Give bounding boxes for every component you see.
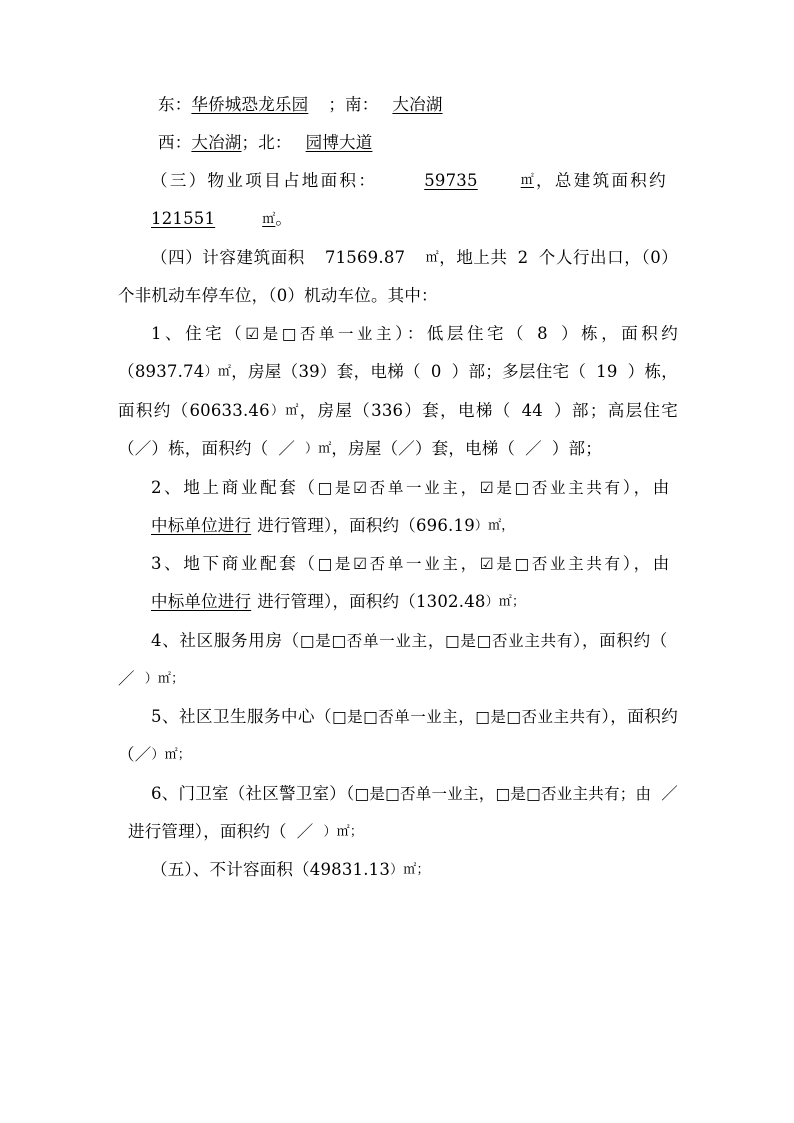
- east-value: 华侨城恐龙乐园: [191, 95, 309, 114]
- high-rise-elevators: ／: [525, 439, 542, 459]
- low-rise-buildings: 8: [537, 324, 548, 344]
- pedestrian-exit-count: 2: [517, 247, 529, 267]
- guard-room-unit: ）㎡；: [323, 823, 364, 839]
- checkbox-community-service-single-no[interactable]: □否单一业主: [331, 631, 428, 650]
- high-rise-label: 高层住宅（: [118, 400, 679, 459]
- item-five-prefix: （五）、不计容面积（: [151, 859, 310, 879]
- checkbox-community-service-single-yes[interactable]: □是: [299, 631, 332, 650]
- checkbox-health-center-single-no[interactable]: □否单一业主: [363, 708, 459, 727]
- paragraph-item-four: [118, 239, 678, 315]
- community-service-index: 4、: [151, 630, 180, 650]
- land-area-value: 59735: [424, 171, 478, 190]
- low-rise-elevators: 0: [430, 362, 442, 382]
- far-area-value: 71569.87: [324, 247, 406, 267]
- commercial-below-comma: ，: [460, 554, 480, 574]
- low-rise-area-unit: ）㎡: [204, 364, 232, 380]
- commercial-below-manager: 中标单位进行: [151, 592, 252, 612]
- checkbox-health-center-common-yes[interactable]: □是: [475, 708, 507, 727]
- item-four-prefix: （四）计容建筑面积: [151, 247, 305, 267]
- checkbox-guard-room-common-yes[interactable]: □是: [495, 784, 527, 803]
- guard-room-manage-text: 进行管理），面积约（: [128, 821, 287, 841]
- checkbox-health-center-single-yes[interactable]: □是: [331, 708, 364, 727]
- commercial-above-area: 696.19: [415, 515, 475, 535]
- health-center-area: ／: [134, 745, 152, 765]
- community-service-comma: ，: [427, 630, 446, 650]
- mid-rise-houses: 336: [371, 400, 404, 420]
- community-service-unit: ）㎡；: [144, 671, 185, 687]
- checkbox-commercial-above-common-no[interactable]: □否业主共有: [514, 478, 623, 497]
- mid-rise-elevators-unit: ）部；: [552, 400, 607, 420]
- low-rise-houses-label: ，房屋（: [231, 362, 299, 382]
- far-area-unit: ㎡: [425, 250, 440, 266]
- health-center-comma: ，: [458, 707, 476, 727]
- health-center-index: 5、: [151, 707, 179, 727]
- item-three-middle: ，总建筑面积约: [533, 171, 669, 190]
- checkbox-commercial-below-single-no[interactable]: ☑否单一业主: [353, 555, 461, 574]
- west-value: 大冶湖: [191, 133, 242, 152]
- east-south-separator: ；南：: [328, 95, 379, 114]
- document-body: [118, 86, 678, 889]
- high-rise-buildings: ／: [134, 439, 152, 459]
- item-four-mid1: ，地上共: [439, 247, 508, 267]
- mid-rise-area-unit: ）㎡: [269, 403, 300, 419]
- checkbox-commercial-below-common-no[interactable]: □否业主共有: [514, 555, 623, 574]
- low-rise-houses-unit: ）套，电梯（: [319, 362, 421, 382]
- commercial-below-manage-text: 进行管理），面积约（: [257, 592, 416, 612]
- checkbox-residential-single-yes[interactable]: ☑是: [245, 325, 282, 344]
- low-rise-elevators-unit: ）部；: [451, 362, 502, 382]
- mid-rise-label: 多层住宅（: [501, 362, 587, 382]
- total-area-value: 121551: [151, 209, 216, 229]
- paragraph-health-center: [118, 698, 678, 774]
- commercial-above-label: 地上商业配套（: [183, 477, 318, 497]
- checkbox-residential-single-no[interactable]: □否单一业主: [281, 325, 396, 344]
- community-service-area: ／: [118, 668, 135, 688]
- checkbox-commercial-above-single-yes[interactable]: □是: [317, 478, 354, 497]
- guard-room-index: 6、: [151, 783, 179, 803]
- commercial-below-index: 3、: [151, 554, 184, 574]
- commercial-below-label: 地下商业配套（: [183, 554, 318, 574]
- checkbox-community-service-common-yes[interactable]: □是: [445, 631, 477, 650]
- high-rise-elevators-unit: ）部；: [551, 439, 602, 459]
- low-rise-houses: 39: [298, 362, 320, 382]
- paragraph-residential: [118, 315, 678, 468]
- guard-room-manager: ／: [661, 783, 678, 803]
- item-three-prefix: （三）物业项目占地面积：: [151, 171, 378, 190]
- low-rise-unit: ）栋，面积约（: [118, 324, 679, 382]
- mid-rise-buildings: 19: [596, 362, 618, 382]
- checkbox-guard-room-single-yes[interactable]: □是: [354, 784, 386, 803]
- guard-room-area: ／: [296, 821, 314, 841]
- north-value: 园博大道: [305, 133, 373, 152]
- commercial-below-area: 1302.48: [415, 592, 486, 612]
- west-north-separator: ；北：: [241, 133, 292, 152]
- paragraph-community-service: [118, 622, 678, 698]
- guard-room-label: 门卫室（社区警卫室）（: [178, 783, 355, 803]
- commercial-above-unit: ）㎡，: [474, 518, 515, 534]
- low-rise-label: 低层住宅（: [426, 324, 528, 344]
- health-center-unit: ）㎡；: [151, 747, 192, 763]
- commercial-above-index: 2、: [151, 477, 184, 497]
- community-service-label: 社区服务用房（: [179, 630, 300, 650]
- paragraph-item-five: [118, 851, 678, 889]
- mid-rise-elevators: 44: [521, 400, 543, 420]
- high-rise-houses-label: ，房屋（: [331, 439, 399, 459]
- west-label: 西：: [158, 133, 192, 152]
- mid-rise-houses-unit: ）套，电梯（: [403, 400, 512, 420]
- paragraph-boundaries-west-north: [118, 124, 678, 162]
- high-rise-area-unit: ）㎡: [305, 441, 332, 457]
- commercial-above-comma: ，: [460, 477, 480, 497]
- residential-label: 住宅（: [185, 324, 246, 344]
- checkbox-community-service-common-no[interactable]: □否业主共有: [476, 631, 573, 650]
- nonmotor-parking-count: 0: [650, 247, 661, 267]
- commercial-below-unit: ）㎡；: [485, 594, 526, 610]
- item-four-mid2: 个人行出口，（: [538, 247, 651, 267]
- community-service-tail: ），面积约（: [573, 630, 668, 650]
- checkbox-guard-room-single-no[interactable]: □否单一业主: [385, 784, 479, 803]
- south-value: 大冶湖: [392, 95, 443, 114]
- checkbox-commercial-above-single-no[interactable]: ☑否单一业主: [353, 478, 461, 497]
- paragraph-commercial-above: [118, 469, 678, 545]
- total-area-unit: ㎡: [262, 211, 276, 227]
- mid-rise-area: 60633.46: [189, 400, 270, 420]
- item-five-unit: ）㎡；: [390, 862, 430, 878]
- residential-index: 1、: [151, 324, 186, 344]
- residential-tail: ）：: [395, 324, 427, 344]
- land-area-unit: ㎡: [520, 173, 534, 189]
- item-three-suffix: 。: [275, 209, 293, 229]
- guard-room-comma: ，: [478, 783, 496, 803]
- checkbox-commercial-below-common-yes[interactable]: ☑是: [479, 555, 515, 574]
- commercial-below-tail: ），由: [622, 554, 672, 574]
- health-center-label: 社区卫生服务中心（: [179, 707, 332, 727]
- commercial-above-manage-text: 进行管理），面积约（: [257, 515, 416, 535]
- mid-rise-unit: ）栋，面积约（: [118, 362, 678, 420]
- item-five-area: 49831.13: [309, 859, 391, 879]
- paragraph-item-three: [118, 162, 678, 239]
- paragraph-commercial-below: [118, 545, 678, 621]
- item-four-mid3: ）个非机动车停车位，（: [118, 247, 678, 306]
- high-rise-houses: ／: [398, 439, 415, 459]
- item-four-mid4: ）机动车位。其中：: [287, 286, 438, 306]
- motor-parking-count: 0: [276, 286, 288, 306]
- high-rise-unit: ）栋，面积约（: [151, 439, 269, 459]
- high-rise-houses-unit: ）套，电梯（: [414, 439, 516, 459]
- health-center-tail: ），面积约（: [118, 707, 678, 765]
- paragraph-boundaries-east-south: [118, 86, 678, 124]
- low-rise-area: 8937.74: [134, 362, 205, 382]
- high-rise-area: ／: [278, 439, 296, 459]
- checkbox-guard-room-common-no[interactable]: □否业主共有；由: [526, 784, 652, 803]
- commercial-above-manager: 中标单位进行: [151, 515, 252, 535]
- checkbox-commercial-above-common-yes[interactable]: ☑是: [479, 478, 515, 497]
- commercial-above-tail: ），由: [622, 477, 672, 497]
- checkbox-commercial-below-single-yes[interactable]: □是: [317, 555, 354, 574]
- mid-rise-houses-label: ，房屋（: [299, 400, 372, 420]
- paragraph-guard-room: [118, 775, 678, 851]
- checkbox-health-center-common-no[interactable]: □否业主共有: [506, 708, 602, 727]
- east-label: 东：: [158, 95, 192, 114]
